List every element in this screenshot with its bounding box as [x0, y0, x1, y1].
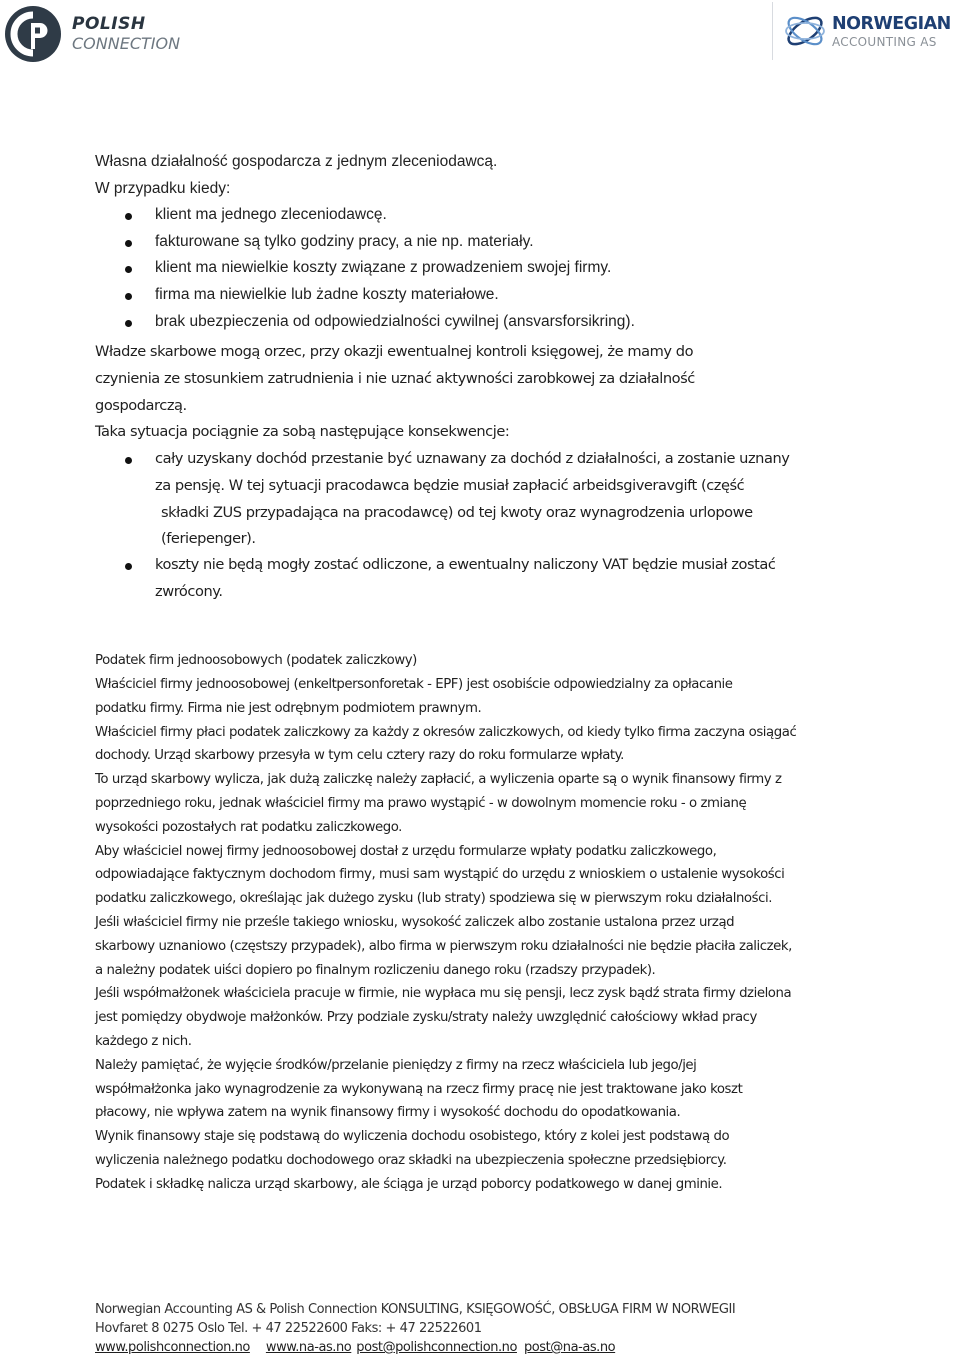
section2-line: współmałżonka jako wynagrodzenie za wykonywaną na rzecz firmy pracę nie jest traktowane jako koszt: [95, 1081, 743, 1097]
paragraph-line: czynienia ze stosunkiem zatrudnienia i nie uznać aktywności zarobkowej za działalność: [95, 370, 695, 387]
bullet-dot: [125, 457, 132, 464]
section2-line: płacowy, nie wpływa zatem na wynik finansowy firmy i wysokość dochodu do opodatkowania.: [95, 1105, 681, 1121]
section2-line: skarbowy uznaniowo (częstszy przypadek), albo firma w pierwszym roku działalności nie będzie płaciła zaliczek,: [95, 938, 792, 954]
footer-company-line: Norwegian Accounting AS & Polish Connection KONSULTING, KSIĘGOWOŚĆ, OBSŁUGA FIRM W NORWEGII: [95, 1302, 736, 1317]
list-item: fakturowane są tylko godziny pracy, a nie np. materiały.: [155, 233, 534, 250]
section2-line: Podatek i składkę nalicza urząd skarbowy, ale ściąga je urząd poborcy podatkowego w danej gminie.: [95, 1176, 723, 1192]
section2-line: Jeśli współmałżonek właściciela pracuje w firmie, nie wypłaca mu się pensji, lecz zysk bądź strata firmy dzielona: [95, 986, 792, 1002]
footer-link-polishconnection[interactable]: www.polishconnection.no: [95, 1340, 250, 1355]
consequence-intro: Taka sytuacja pociągnie za sobą następujące konsekwencje:: [95, 423, 510, 440]
bullet-dot: [125, 213, 132, 220]
footer-link-na-as[interactable]: www.na-as.no: [265, 1340, 352, 1355]
consequence-line: zwrócony.: [155, 583, 223, 600]
page-header: [0, 0, 960, 70]
footer-link-email-na[interactable]: post@na-as.no: [523, 1340, 616, 1355]
consequence-line: (feriepenger).: [161, 530, 256, 547]
section2-line: Aby właściciel nowej firmy jednoosobowej dostał z urzędu formularze wpłaty podatku zaliczkowego,: [95, 843, 717, 859]
consequence-line: za pensję. W tej sytuacji pracodawca będzie musiał zapłacić arbeidsgiveravgift (część: [155, 477, 745, 494]
section2-line: wysokości pozostałych rat podatku zaliczkowego.: [95, 819, 402, 835]
bullet-dot: [125, 563, 132, 570]
section2-line: Należy pamiętać, że wyjęcie środków/przelanie pieniędzy z firmy na rzecz właściciela lub jego/jej: [95, 1057, 697, 1073]
footer-address-line: Hovfaret 8 0275 Oslo Tel. + 47 22522600 Faks: + 47 22522601: [95, 1321, 482, 1336]
section1-title: Własna działalność gospodarcza z jednym zleceniodawcą.: [95, 153, 498, 170]
section2-line: Jeśli właściciel firmy nie prześle takiego wniosku, wysokość zaliczek albo zostanie ustalona przez urząd: [95, 915, 735, 930]
list-item: klient ma jednego zleceniodawcę.: [155, 206, 387, 223]
consequence-line: składki ZUS przypadająca na pracodawcę) od tej kwoty oraz wynagrodzenia urlopowe: [161, 504, 753, 521]
na-globe-icon: [782, 8, 828, 54]
bullet-dot: [125, 266, 132, 273]
footer-links: [95, 1340, 615, 1355]
section2-line: Właściciel firmy jednoosobowej (enkeltpersonforetak - EPF) jest osobiście odpowiedzialny za opłacanie: [95, 677, 733, 692]
section2-line: a należny podatek uiści dopiero po finalnym rozliczeniu danego roku (rzadszy przypadek).: [95, 962, 656, 978]
na-logo-line1: NORWEGIAN: [832, 14, 951, 34]
section2-line: dochody. Urząd skarbowy przesyła w tym celu cztery razy do roku formularze wpłaty.: [95, 748, 624, 764]
consequence-line: cały uzyskany dochód przestanie być uznawany za dochód z działalności, a zostanie uznany: [155, 450, 790, 467]
pc-logo-line2: CONNECTION: [72, 34, 181, 53]
section2-line: Wynik finansowy staje się podstawą do wyliczenia dochodu osobistego, który z kolei jest podstawą do: [95, 1129, 730, 1145]
section2-line: wyliczenia należnego podatku dochodowego oraz składki na ubezpieczenia społeczne przedsiębiorcy.: [95, 1153, 727, 1168]
section2-line: podatku firmy. Firma nie jest odrębnym podmiotem prawnym.: [95, 700, 482, 716]
section2-line: To urząd skarbowy wylicza, jak dużą zaliczkę należy zapłacić, a wyliczenia oparte są o wynik finansowy firmy z: [95, 772, 782, 788]
paragraph-line: Władze skarbowe mogą orzec, przy okazji ewentualnej kontroli księgowej, że mamy do: [95, 343, 694, 360]
list-item: firma ma niewielkie lub żadne koszty materiałowe.: [155, 286, 499, 303]
bullet-dot: [125, 240, 132, 247]
consequence-line: koszty nie będą mogły zostać odliczone, a ewentualny naliczony VAT będzie musiał zostać: [155, 556, 776, 573]
pc-logo-line1: POLISH: [72, 14, 146, 34]
section2-line: podatku zaliczkowego, określając jak dużego zysku (lub straty) spodziewa się w pierwszym roku działalności.: [95, 891, 772, 907]
section1-intro: W przypadku kiedy:: [95, 180, 231, 197]
list-item: brak ubezpieczenia od odpowiedzialności cywilnej (ansvarsforsikring).: [155, 313, 635, 330]
polish-connection-logo: [4, 4, 180, 64]
section2-line: każdego z nich.: [95, 1034, 192, 1049]
list-item: klient ma niewielkie koszty związane z prowadzeniem swojej firmy.: [155, 259, 612, 276]
section2-line: poprzedniego roku, jednak właściciel firmy ma prawo wystąpić - w dowolnym momencie roku - o zmianę: [95, 796, 747, 811]
logo-divider: [772, 2, 773, 60]
bullet-dot: [125, 293, 132, 300]
pc-logo-icon: [4, 5, 62, 63]
paragraph-line: gospodarczą.: [95, 397, 187, 414]
section2-line: jest pomiędzy obydwoje małżonków. Przy podziale zysku/straty należy uwzględnić całościowy wkład pracy: [95, 1010, 757, 1026]
bullet-dot: [125, 320, 132, 327]
footer-link-email-pc[interactable]: post@polishconnection.no: [356, 1340, 517, 1355]
na-logo-line2: ACCOUNTING AS: [832, 34, 937, 49]
section2-title: Podatek firm jednoosobowych (podatek zaliczkowy): [95, 653, 417, 668]
section2-line: Właściciel firmy płaci podatek zaliczkowy za każdy z okresów zaliczkowych, od kiedy tylko firma zaczyna osiągać: [95, 724, 797, 740]
section2-line: odpowiadające faktycznym dochodom firmy, musi sam wystąpić do urzędu z wnioskiem o ustalenie wysokości: [95, 867, 785, 883]
norwegian-accounting-logo: [772, 0, 960, 62]
